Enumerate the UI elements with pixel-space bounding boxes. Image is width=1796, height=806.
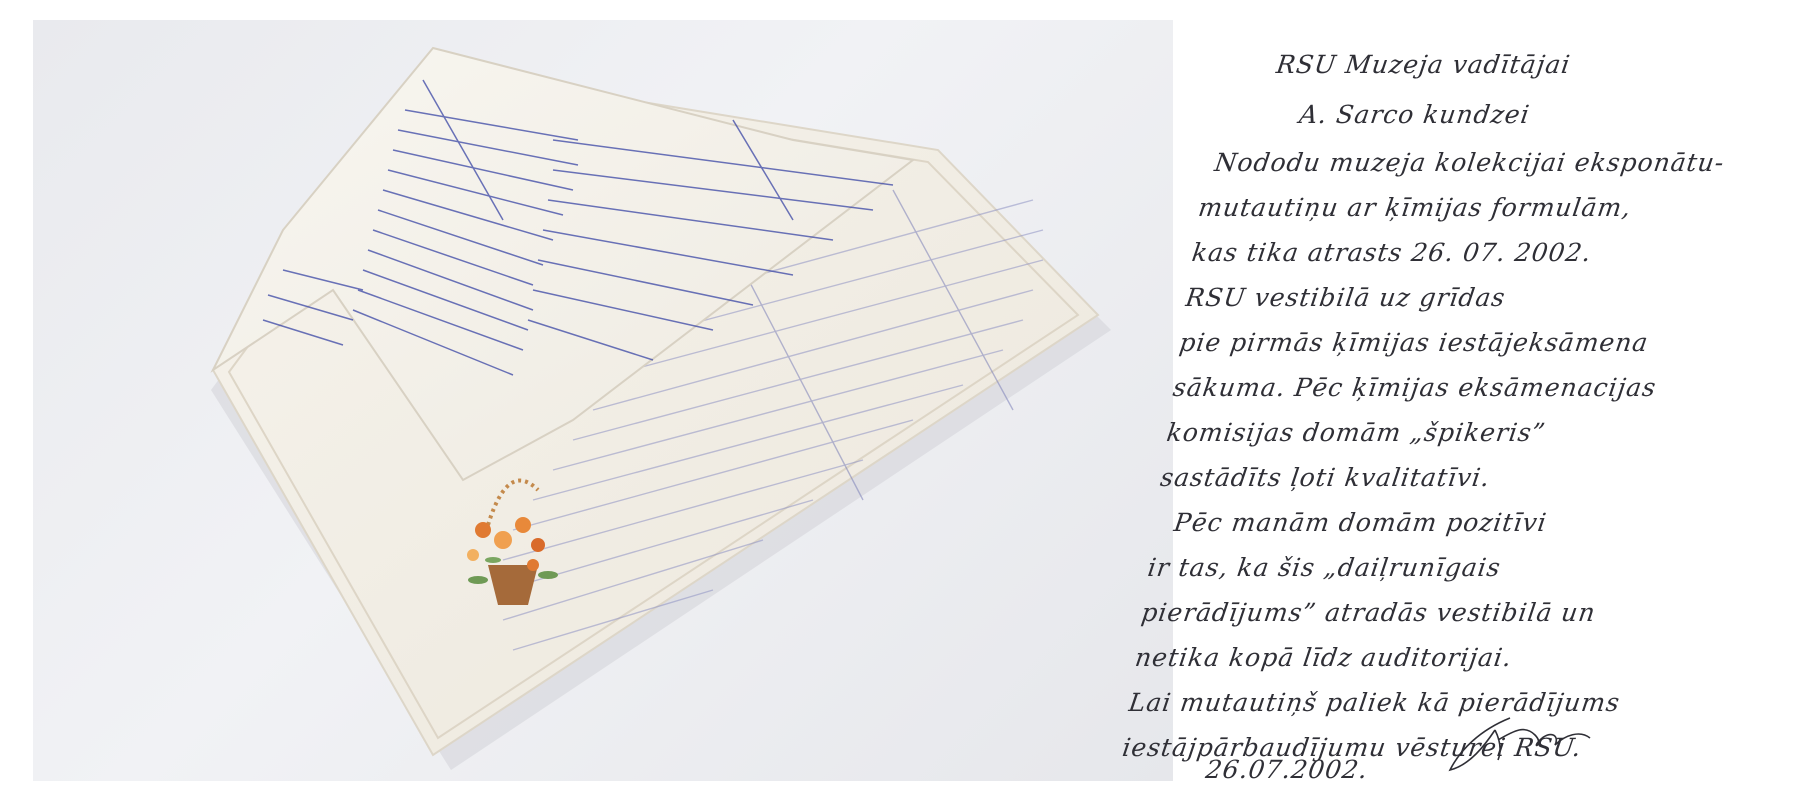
note-line: kas tika atrasts 26. 07. 2002. (1190, 238, 1594, 267)
note-line: mutautiņu ar ķīmijas formulām, (1196, 193, 1634, 222)
note-line: Pēc manām domām pozitīvi (1172, 508, 1549, 537)
signature-scribble (1440, 710, 1600, 780)
note-line: pie pirmās ķīmijas iestājeksāmena (1177, 328, 1651, 357)
photo-handkerchief (33, 20, 1173, 781)
note-line: komisijas domām „špikeris” (1164, 418, 1548, 447)
note-header-line: RSU Muzeja vadītājai (1274, 50, 1573, 79)
note-line: netika kopā līdz auditorijai. (1133, 643, 1515, 672)
note-line: Lai mutautiņš paliek kā pierādījums (1126, 688, 1623, 717)
note-line: ir tas, ka šis „daiļrunīgais (1145, 553, 1503, 582)
note-line: sastādīts ļoti kvalitatīvi. (1158, 463, 1493, 492)
handwritten-note (1120, 20, 1780, 790)
handkerchief-illustration (33, 20, 1173, 781)
note-line: RSU vestibilā uz grīdas (1183, 283, 1508, 312)
note-header-line: A. Sarco kundzei (1297, 100, 1532, 129)
signature (1440, 710, 1600, 786)
note-line: iestājpārbaudījumu vēsturei RSU. (1120, 733, 1584, 762)
note-body (1119, 140, 1778, 770)
note-date: 26.07.2002. (1203, 755, 1371, 784)
note-header (1266, 40, 1574, 140)
note-line: pierādījums” atradās vestibilā un (1139, 598, 1598, 627)
note-line: Nododu muzeja kolekcijai eksponātu- (1212, 148, 1727, 177)
note-line: sākuma. Pēc ķīmijas eksāmenacijas (1171, 373, 1659, 402)
